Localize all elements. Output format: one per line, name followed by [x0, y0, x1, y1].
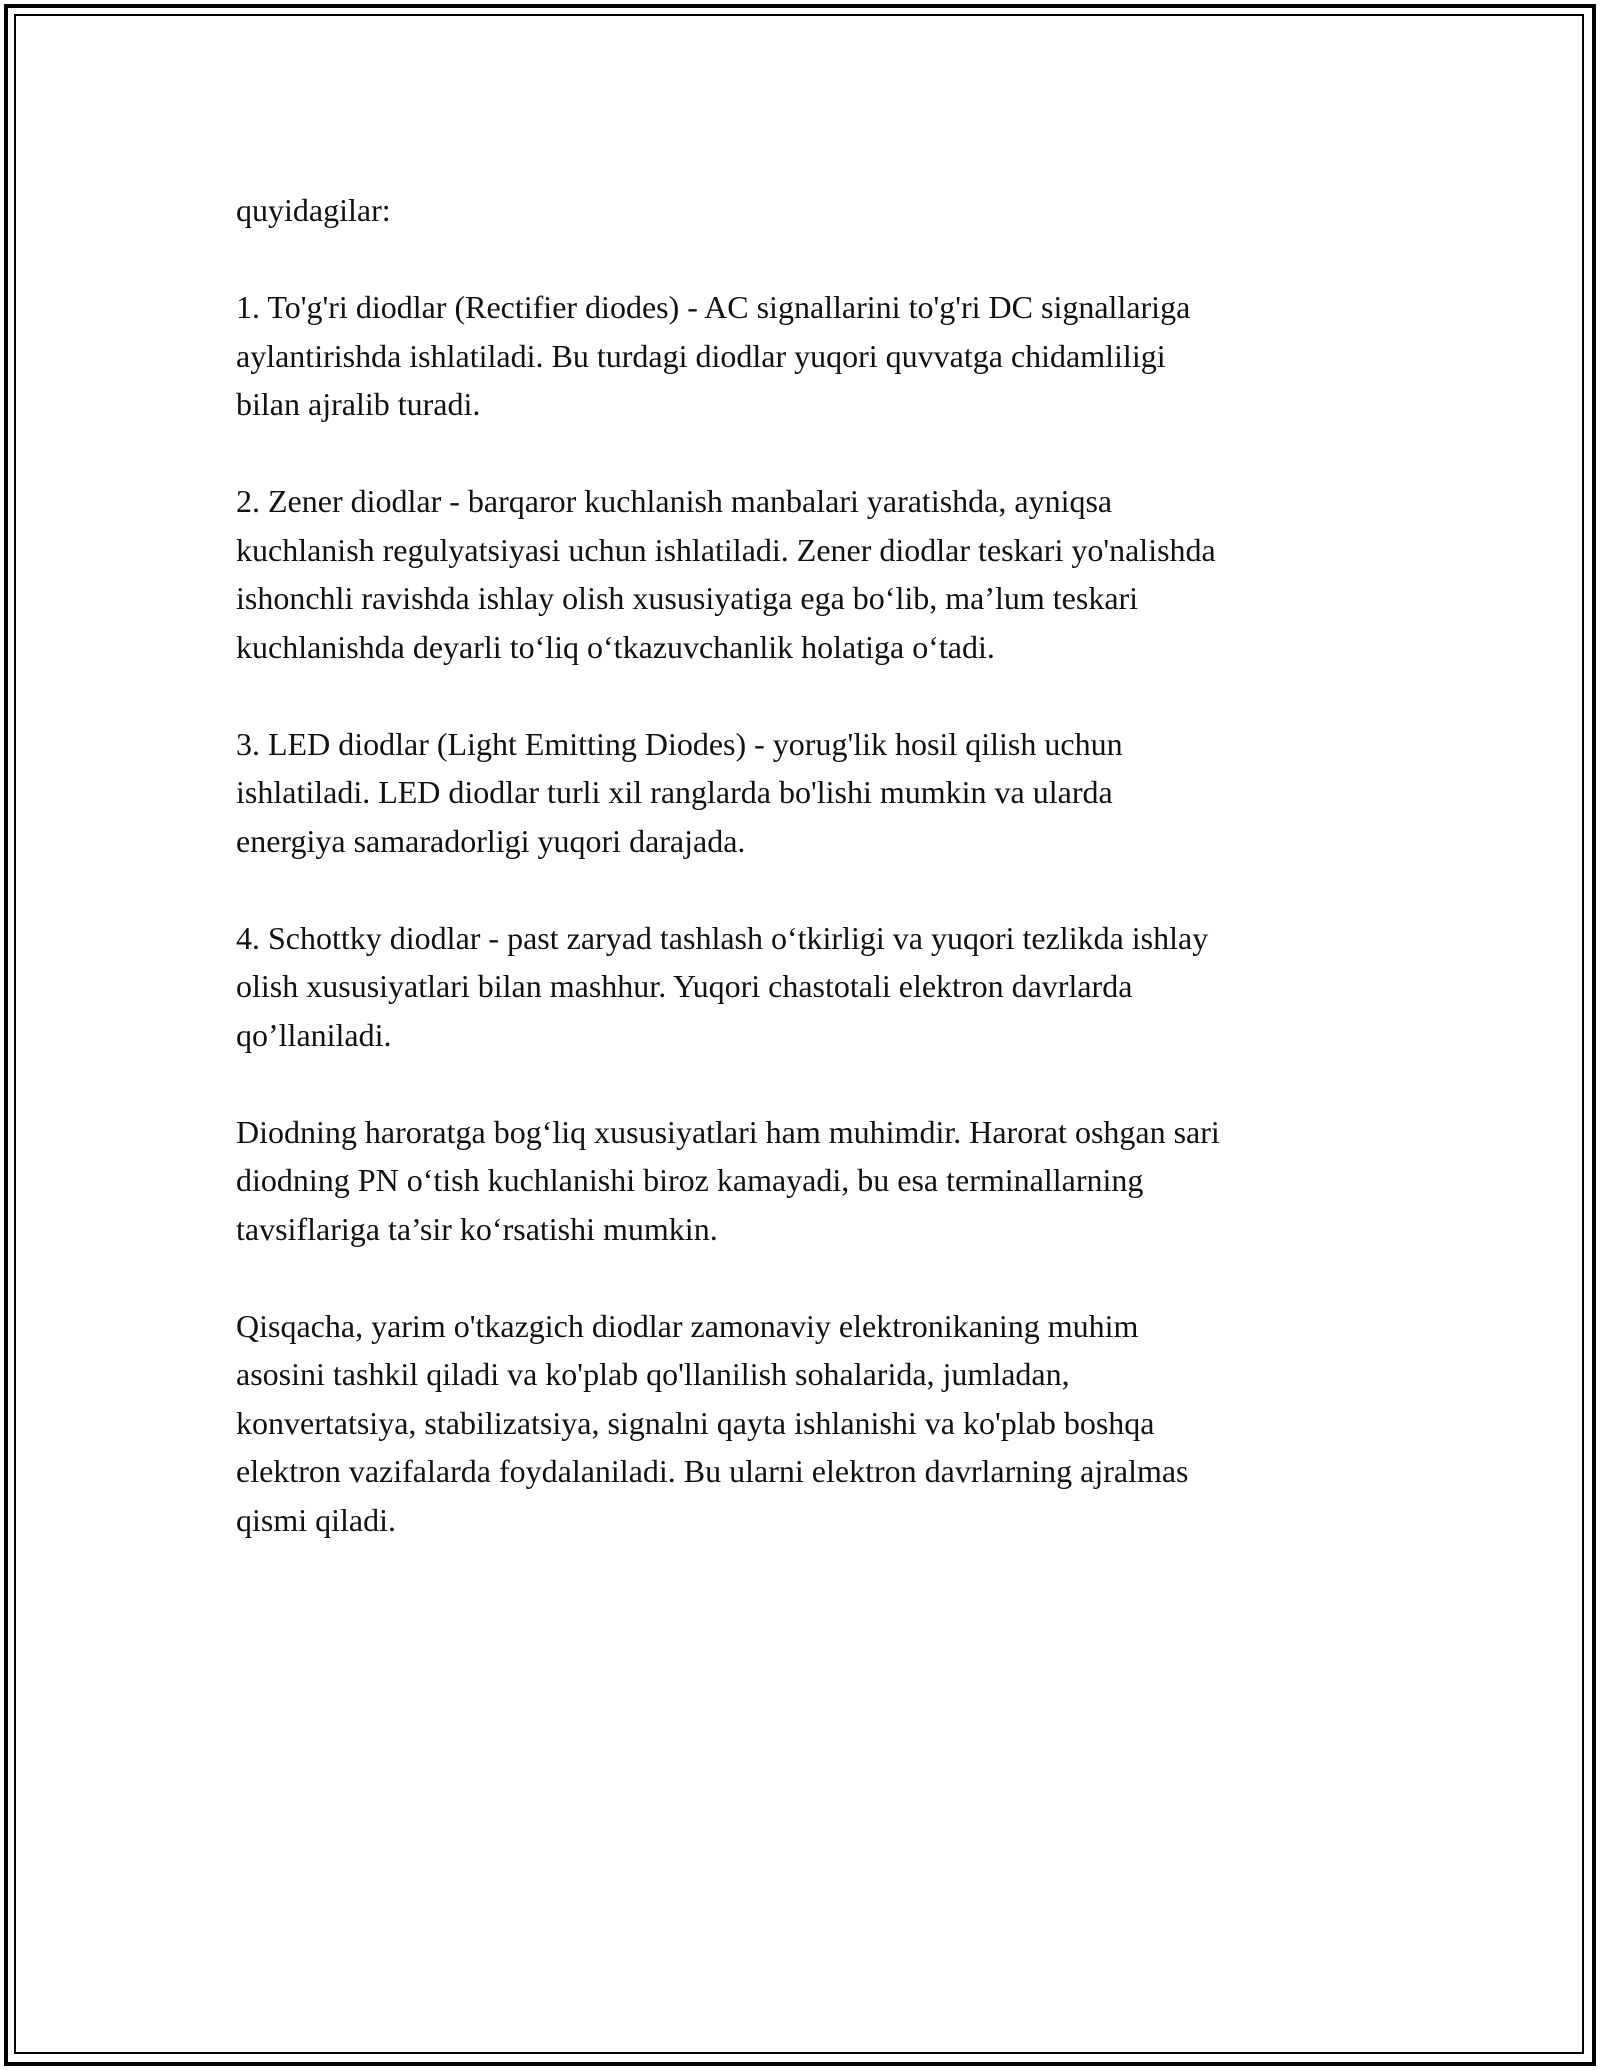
- paragraph-rectifier-diodes: 1. To'g'ri diodlar (Rectifier diodes) - AC signallarini to'g'ri DC signallariga aylantirishda ishlatiladi. Bu turdagi diodlar yuqori quvvatga chidamliligi bilan ajralib turadi.: [236, 289, 1191, 422]
- document-body: [236, 186, 1366, 1593]
- paragraph-led-diodes: 3. LED diodlar (Light Emitting Diodes) - yorug'lik hosil qilish uchun ishlatiladi. LED diodlar turli xil ranglarda bo'lishi mumkin va ularda energiya samaradorligi yuqori darajada.: [236, 725, 1123, 859]
- paragraph-temperature: Diodning haroratga bog‘liq xususiyatlari ham muhimdir. Harorat oshgan sari diodning PN o‘tish kuchlanishi biroz kamayadi, bu esa terminallarning tavsiflariga ta’sir ko‘rsatishi mumkin.: [236, 1113, 1220, 1247]
- paragraph-zener-diodes: 2. Zener diodlar - barqaror kuchlanish manbalari yaratishda, ayniqsa kuchlanish regulyatsiyasi uchun ishlatiladi. Zener diodlar teskari yo'nalishda ishonchli ravishda ishlay olish xususiyatiga ega bo‘lib, ma’lum teskari kuchlanishda deyarli to‘liq o‘tkazuvchanlik holatiga o‘tadi.: [236, 483, 1216, 665]
- paragraph-schottky-diodes: 4. Schottky diodlar - past zaryad tashlash o‘tkirligi va yuqori tezlikda ishlay olish xususiyatlari bilan mashhur. Yuqori chastotali elektron davrlarda qo’llaniladi.: [236, 919, 1209, 1053]
- paragraph-intro: quyidagilar:: [236, 192, 391, 228]
- paragraph-summary: Qisqacha, yarim o'tkazgich diodlar zamonaviy elektronikaning muhim asosini tashkil qiladi va ko'plab qo'llanilish sohalarida, jumladan, konvertatsiya, stabilizatsiya, signalni qayta ishlanishi va ko'plab boshqa elektron vazifalarda foydalaniladi. Bu ularni elektron davrlarning ajralmas qismi qiladi.: [236, 1307, 1189, 1538]
